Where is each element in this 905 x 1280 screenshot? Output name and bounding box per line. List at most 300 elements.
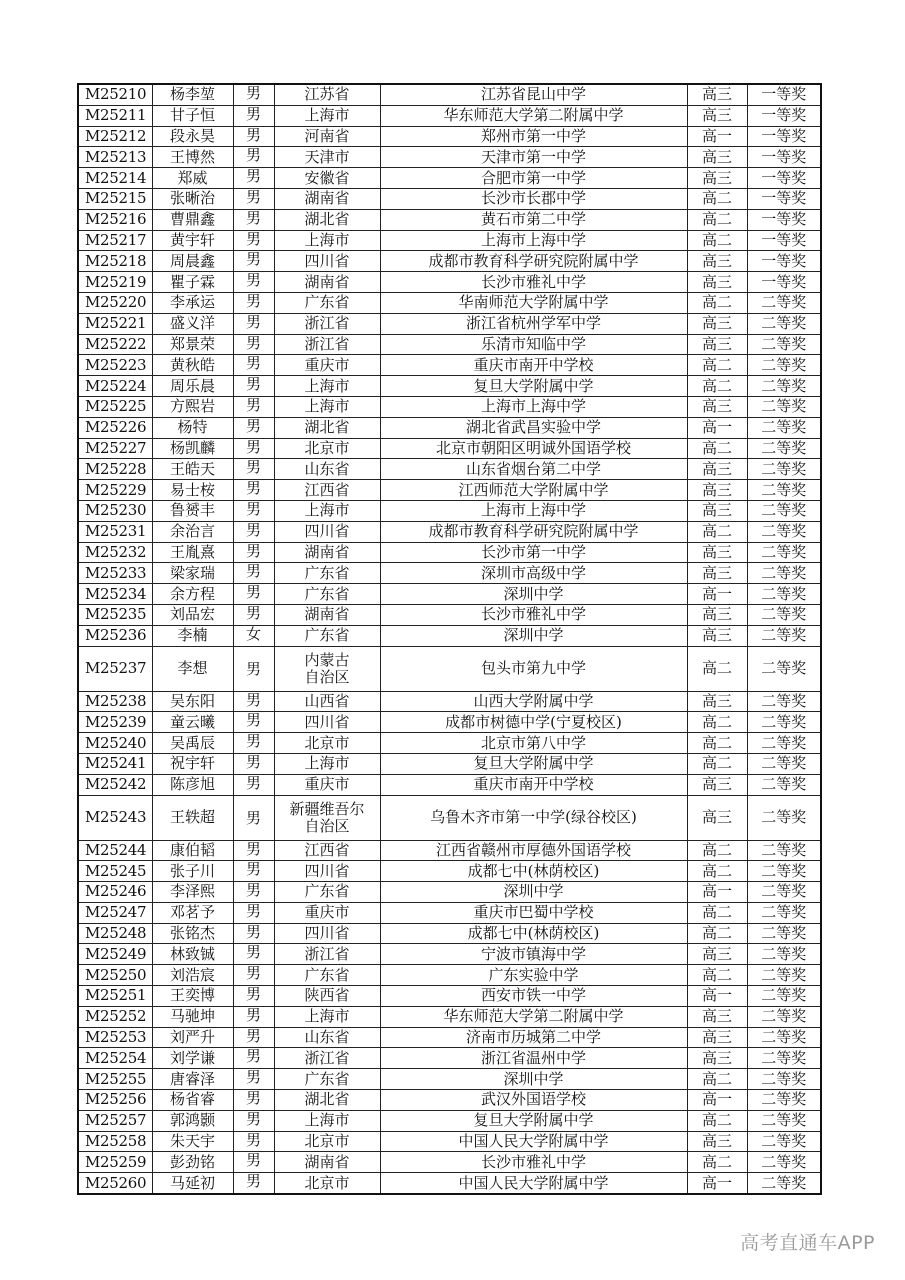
table-row [78,1027,821,1048]
grade-cell: 高三 [687,500,747,521]
province-cell: 广东省 [274,292,380,313]
school-cell: 重庆市南开中学校 [380,355,687,376]
student-name-cell: 张铭杰 [152,923,233,944]
table-row [78,563,821,584]
province-cell: 湖南省 [274,272,380,293]
student-name-cell: 郑景荣 [152,334,233,355]
table-row [78,209,821,230]
school-cell: 复旦大学附属中学 [380,376,687,397]
student-name-cell: 唐睿泽 [152,1069,233,1090]
province-cell: 新疆维吾尔 自治区 [274,795,380,840]
school-cell: 江西师范大学附属中学 [380,480,687,501]
award-cell: 二等奖 [747,1069,821,1090]
school-cell: 广东实验中学 [380,965,687,986]
student-name-cell: 梁家瑞 [152,563,233,584]
student-id-cell: M25241 [78,753,152,774]
award-cell: 二等奖 [747,1006,821,1027]
student-name-cell: 易士桉 [152,480,233,501]
grade-cell: 高三 [687,105,747,126]
student-name-cell: 彭劲铭 [152,1152,233,1173]
student-name-cell: 甘子恒 [152,105,233,126]
province-cell: 重庆市 [274,902,380,923]
school-cell: 复旦大学附属中学 [380,1110,687,1131]
school-cell: 成都七中(林荫校区) [380,923,687,944]
province-cell: 浙江省 [274,1048,380,1069]
province-cell: 北京市 [274,1131,380,1152]
table-row [78,861,821,882]
gender-cell: 男 [233,292,274,313]
grade-cell: 高二 [687,902,747,923]
student-id-cell: M25212 [78,126,152,147]
student-name-cell: 余方程 [152,584,233,605]
province-cell: 湖南省 [274,542,380,563]
gender-cell: 男 [233,861,274,882]
school-cell: 山西大学附属中学 [380,691,687,712]
award-cell: 二等奖 [747,376,821,397]
student-name-cell: 余治言 [152,521,233,542]
student-name-cell: 杨特 [152,417,233,438]
student-id-cell: M25228 [78,459,152,480]
student-id-cell: M25227 [78,438,152,459]
student-name-cell: 周晨鑫 [152,251,233,272]
province-cell: 四川省 [274,712,380,733]
award-cell: 一等奖 [747,251,821,272]
student-id-cell: M25250 [78,965,152,986]
award-cell: 二等奖 [747,712,821,733]
school-cell: 北京市朝阳区明诚外国语学校 [380,438,687,459]
school-cell: 山东省烟台第二中学 [380,459,687,480]
grade-cell: 高三 [687,459,747,480]
gender-cell: 男 [233,563,274,584]
province-cell: 天津市 [274,147,380,168]
table-row [78,272,821,293]
student-name-cell: 张子川 [152,861,233,882]
gender-cell: 男 [233,902,274,923]
grade-cell: 高一 [687,126,747,147]
gender-cell: 男 [233,147,274,168]
table-row [78,795,821,840]
province-cell: 湖南省 [274,1152,380,1173]
gender-cell: 男 [233,417,274,438]
gender-cell: 男 [233,438,274,459]
table-row [78,147,821,168]
student-id-cell: M25260 [78,1173,152,1194]
student-name-cell: 黄宇轩 [152,230,233,251]
student-id-cell: M25213 [78,147,152,168]
province-cell: 广东省 [274,625,380,646]
award-cell: 二等奖 [747,840,821,861]
school-cell: 合肥市第一中学 [380,168,687,189]
grade-cell: 高一 [687,986,747,1007]
gender-cell: 男 [233,313,274,334]
student-id-cell: M25235 [78,604,152,625]
award-cell: 二等奖 [747,795,821,840]
school-cell: 上海市上海中学 [380,230,687,251]
province-cell: 湖南省 [274,188,380,209]
student-name-cell: 周乐晨 [152,376,233,397]
province-cell: 四川省 [274,923,380,944]
award-cell: 二等奖 [747,459,821,480]
table-row [78,500,821,521]
province-cell: 山东省 [274,459,380,480]
table-row [78,1006,821,1027]
student-name-cell: 刘学谦 [152,1048,233,1069]
student-id-cell: M25226 [78,417,152,438]
award-cell: 一等奖 [747,230,821,251]
grade-cell: 高三 [687,480,747,501]
student-name-cell: 康伯韬 [152,840,233,861]
grade-cell: 高三 [687,563,747,584]
student-id-cell: M25217 [78,230,152,251]
gender-cell: 男 [233,1173,274,1194]
student-name-cell: 刘严升 [152,1027,233,1048]
gender-cell: 男 [233,209,274,230]
award-cell: 二等奖 [747,1173,821,1194]
watermark-text: 高考直通车APP [740,1232,875,1254]
grade-cell: 高二 [687,646,747,691]
grade-cell: 高三 [687,84,747,105]
award-cell: 二等奖 [747,774,821,795]
school-cell: 重庆市巴蜀中学校 [380,902,687,923]
table-row [78,774,821,795]
province-cell: 广东省 [274,584,380,605]
gender-cell: 男 [233,1069,274,1090]
student-name-cell: 曹鼎鑫 [152,209,233,230]
gender-cell: 男 [233,840,274,861]
gender-cell: 男 [233,168,274,189]
award-cell: 二等奖 [747,334,821,355]
school-cell: 宁波市镇海中学 [380,944,687,965]
table-row [78,251,821,272]
table-row [78,1048,821,1069]
student-id-cell: M25251 [78,986,152,1007]
award-cell: 二等奖 [747,563,821,584]
grade-cell: 高三 [687,542,747,563]
province-cell: 湖北省 [274,1090,380,1111]
student-name-cell: 王奕博 [152,986,233,1007]
gender-cell: 男 [233,251,274,272]
award-cell: 二等奖 [747,396,821,417]
table-row [78,604,821,625]
school-cell: 包头市第九中学 [380,646,687,691]
province-cell: 河南省 [274,126,380,147]
school-cell: 湖北省武昌实验中学 [380,417,687,438]
grade-cell: 高二 [687,230,747,251]
student-id-cell: M25223 [78,355,152,376]
gender-cell: 男 [233,1027,274,1048]
student-name-cell: 刘浩宸 [152,965,233,986]
school-cell: 成都市教育科学研究院附属中学 [380,521,687,542]
gender-cell: 男 [233,1152,274,1173]
province-cell: 上海市 [274,376,380,397]
student-id-cell: M25245 [78,861,152,882]
school-cell: 浙江省杭州学军中学 [380,313,687,334]
grade-cell: 高二 [687,861,747,882]
student-id-cell: M25253 [78,1027,152,1048]
grade-cell: 高二 [687,1069,747,1090]
school-cell: 深圳中学 [380,584,687,605]
province-cell: 广东省 [274,1069,380,1090]
student-name-cell: 吴东阳 [152,691,233,712]
province-cell: 浙江省 [274,313,380,334]
school-cell: 上海市上海中学 [380,500,687,521]
student-name-cell: 王皓天 [152,459,233,480]
award-cell: 二等奖 [747,691,821,712]
grade-cell: 高三 [687,1048,747,1069]
award-cell: 二等奖 [747,882,821,903]
province-cell: 上海市 [274,230,380,251]
gender-cell: 男 [233,376,274,397]
student-id-cell: M25240 [78,733,152,754]
table-row [78,334,821,355]
grade-cell: 高一 [687,584,747,605]
school-cell: 复旦大学附属中学 [380,753,687,774]
gender-cell: 男 [233,795,274,840]
table-row [78,840,821,861]
grade-cell: 高二 [687,438,747,459]
student-name-cell: 杨凯麟 [152,438,233,459]
table-row [78,1131,821,1152]
province-cell: 上海市 [274,396,380,417]
table-row [78,986,821,1007]
award-cell: 二等奖 [747,861,821,882]
province-cell: 北京市 [274,438,380,459]
award-cell: 二等奖 [747,313,821,334]
grade-cell: 高二 [687,733,747,754]
table-row [78,646,821,691]
school-cell: 乐清市知临中学 [380,334,687,355]
student-name-cell: 盛义洋 [152,313,233,334]
award-cell: 二等奖 [747,625,821,646]
gender-cell: 男 [233,882,274,903]
province-cell: 上海市 [274,753,380,774]
student-id-cell: M25255 [78,1069,152,1090]
student-id-cell: M25225 [78,396,152,417]
province-cell: 湖北省 [274,209,380,230]
gender-cell: 男 [233,753,274,774]
school-cell: 重庆市南开中学校 [380,774,687,795]
gender-cell: 男 [233,1131,274,1152]
table-row [78,230,821,251]
province-cell: 上海市 [274,1110,380,1131]
table-row [78,902,821,923]
student-name-cell: 王胤熹 [152,542,233,563]
student-name-cell: 王轶超 [152,795,233,840]
student-name-cell: 马延初 [152,1173,233,1194]
student-name-cell: 朱天宇 [152,1131,233,1152]
table-row [78,584,821,605]
table-row [78,168,821,189]
grade-cell: 高二 [687,376,747,397]
gender-cell: 男 [233,604,274,625]
gender-cell: 男 [233,272,274,293]
table-row [78,691,821,712]
grade-cell: 高三 [687,795,747,840]
grade-cell: 高二 [687,712,747,733]
province-cell: 四川省 [274,521,380,542]
province-cell: 北京市 [274,733,380,754]
student-name-cell: 李想 [152,646,233,691]
grade-cell: 高一 [687,1173,747,1194]
award-cell: 二等奖 [747,292,821,313]
province-cell: 江西省 [274,480,380,501]
student-name-cell: 郭鸿颢 [152,1110,233,1131]
province-cell: 浙江省 [274,334,380,355]
grade-cell: 高二 [687,1110,747,1131]
table-row [78,376,821,397]
grade-cell: 高二 [687,923,747,944]
award-cell: 二等奖 [747,1110,821,1131]
province-cell: 湖南省 [274,604,380,625]
school-cell: 中国人民大学附属中学 [380,1173,687,1194]
table-row [78,1069,821,1090]
table-row [78,396,821,417]
table-row [78,923,821,944]
province-cell: 重庆市 [274,774,380,795]
award-cell: 一等奖 [747,209,821,230]
school-cell: 浙江省温州中学 [380,1048,687,1069]
student-name-cell: 李承运 [152,292,233,313]
school-cell: 黄石市第二中学 [380,209,687,230]
table-row [78,1173,821,1194]
grade-cell: 高二 [687,188,747,209]
award-cell: 一等奖 [747,126,821,147]
award-cell: 二等奖 [747,965,821,986]
student-name-cell: 杨省睿 [152,1090,233,1111]
student-id-cell: M25259 [78,1152,152,1173]
gender-cell: 男 [233,334,274,355]
award-cell: 一等奖 [747,147,821,168]
gender-cell: 男 [233,355,274,376]
grade-cell: 高三 [687,604,747,625]
grade-cell: 高二 [687,209,747,230]
table-row [78,625,821,646]
province-cell: 湖北省 [274,417,380,438]
gender-cell: 男 [233,1006,274,1027]
gender-cell: 男 [233,230,274,251]
school-cell: 深圳市高级中学 [380,563,687,584]
grade-cell: 高一 [687,1090,747,1111]
gender-cell: 男 [233,1048,274,1069]
grade-cell: 高二 [687,965,747,986]
school-cell: 长沙市第一中学 [380,542,687,563]
province-cell: 广东省 [274,882,380,903]
student-id-cell: M25239 [78,712,152,733]
school-cell: 北京市第八中学 [380,733,687,754]
grade-cell: 高三 [687,1006,747,1027]
award-cell: 二等奖 [747,1152,821,1173]
award-cell: 二等奖 [747,1027,821,1048]
school-cell: 西安市铁一中学 [380,986,687,1007]
award-cell: 二等奖 [747,584,821,605]
student-id-cell: M25244 [78,840,152,861]
province-cell: 内蒙古 自治区 [274,646,380,691]
school-cell: 华南师范大学附属中学 [380,292,687,313]
table-row [78,188,821,209]
school-cell: 长沙市长郡中学 [380,188,687,209]
school-cell: 上海市上海中学 [380,396,687,417]
gender-cell: 男 [233,944,274,965]
table-row [78,417,821,438]
award-cell: 二等奖 [747,733,821,754]
table-row [78,542,821,563]
grade-cell: 高三 [687,1027,747,1048]
province-cell: 广东省 [274,563,380,584]
gender-cell: 男 [233,84,274,105]
province-cell: 浙江省 [274,944,380,965]
student-id-cell: M25234 [78,584,152,605]
student-name-cell: 段永昊 [152,126,233,147]
table-row [78,733,821,754]
award-cell: 二等奖 [747,923,821,944]
table-row [78,712,821,733]
grade-cell: 高三 [687,168,747,189]
school-cell: 深圳中学 [380,882,687,903]
school-cell: 武汉外国语学校 [380,1090,687,1111]
student-name-cell: 杨李堃 [152,84,233,105]
student-id-cell: M25242 [78,774,152,795]
table-row [78,1090,821,1111]
gender-cell: 男 [233,459,274,480]
province-cell: 上海市 [274,105,380,126]
school-cell: 深圳中学 [380,625,687,646]
student-name-cell: 刘品宏 [152,604,233,625]
student-name-cell: 林致铖 [152,944,233,965]
student-name-cell: 邓茗予 [152,902,233,923]
student-id-cell: M25254 [78,1048,152,1069]
school-cell: 成都市教育科学研究院附属中学 [380,251,687,272]
grade-cell: 高二 [687,840,747,861]
student-id-cell: M25222 [78,334,152,355]
table-row [78,459,821,480]
award-cell: 二等奖 [747,646,821,691]
school-cell: 长沙市雅礼中学 [380,272,687,293]
school-cell: 济南市历城第二中学 [380,1027,687,1048]
gender-cell: 男 [233,1110,274,1131]
province-cell: 四川省 [274,251,380,272]
province-cell: 四川省 [274,861,380,882]
gender-cell: 男 [233,986,274,1007]
school-cell: 中国人民大学附属中学 [380,1131,687,1152]
school-cell: 成都七中(林荫校区) [380,861,687,882]
school-cell: 成都市树德中学(宁夏校区) [380,712,687,733]
table-row [78,944,821,965]
award-cell: 二等奖 [747,902,821,923]
award-cell: 二等奖 [747,542,821,563]
province-cell: 上海市 [274,500,380,521]
table-row [78,480,821,501]
grade-cell: 高一 [687,417,747,438]
student-id-cell: M25221 [78,313,152,334]
student-name-cell: 吴禹辰 [152,733,233,754]
grade-cell: 高三 [687,147,747,168]
province-cell: 上海市 [274,1006,380,1027]
grade-cell: 高三 [687,334,747,355]
table-row [78,1152,821,1173]
student-name-cell: 鲁赟丰 [152,500,233,521]
student-id-cell: M25258 [78,1131,152,1152]
student-id-cell: M25229 [78,480,152,501]
award-cell: 二等奖 [747,944,821,965]
student-id-cell: M25257 [78,1110,152,1131]
student-id-cell: M25215 [78,188,152,209]
province-cell: 安徽省 [274,168,380,189]
student-id-cell: M25224 [78,376,152,397]
student-id-cell: M25220 [78,292,152,313]
award-cell: 二等奖 [747,1090,821,1111]
grade-cell: 高三 [687,691,747,712]
province-cell: 北京市 [274,1173,380,1194]
